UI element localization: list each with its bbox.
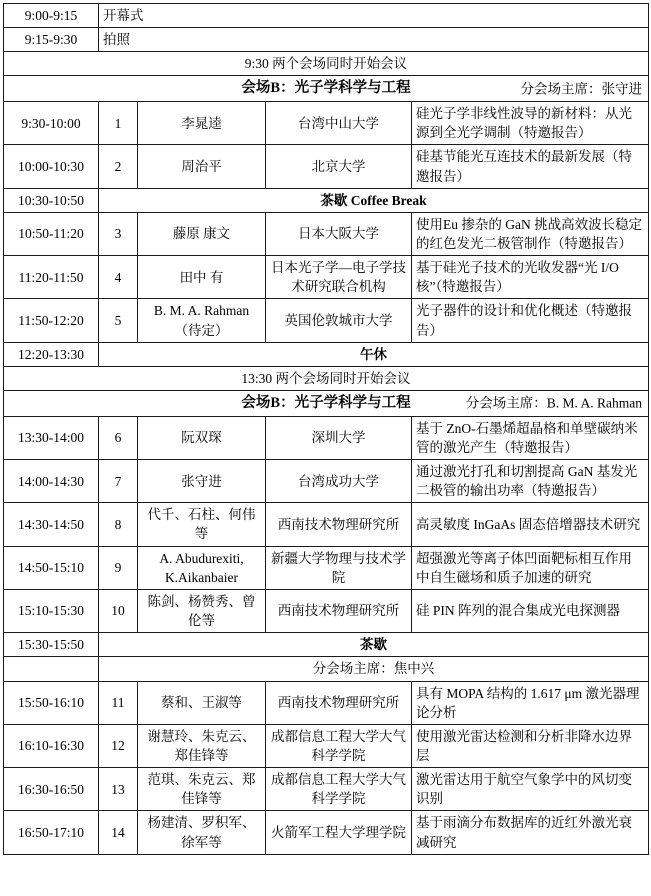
session-chair: 分会场主席：焦中兴: [99, 657, 649, 681]
row-time: 9:00-9:15: [4, 4, 99, 28]
table-row: [4, 811, 649, 854]
talk-title: 硅 PIN 阵列的混合集成光电探测器: [412, 589, 649, 632]
table-row: [4, 299, 649, 342]
talk-title: 硅基节能光互连技术的最新发展（特邀报告）: [412, 145, 649, 188]
talk-title: 使用Eu 掺杂的 GaN 挑战高效波长稳定的红色发光二极管制作（特邀报告）: [412, 212, 649, 255]
table-row: [4, 768, 649, 811]
session-start-note: 9:30 两个会场同时开始会议: [4, 52, 649, 76]
talk-title: 硅光子学非线性波导的新材料：从光源到全光学调制（特邀报告）: [412, 102, 649, 145]
speaker-name: 陈剑、杨赞秀、曾伦等: [138, 589, 266, 632]
speaker-org: 西南技术物理研究所: [266, 589, 412, 632]
speaker-name: 杨建清、罗积军、徐军等: [138, 811, 266, 854]
row-time: [4, 657, 99, 681]
talk-title: 基于雨滴分布数据库的近红外激光衰减研究: [412, 811, 649, 854]
talk-time: 14:00-14:30: [4, 459, 99, 502]
talk-time: 13:30-14:00: [4, 416, 99, 459]
speaker-name: 李晁逵: [138, 102, 266, 145]
row-text: 拍照: [99, 28, 649, 52]
talk-time: 14:30-14:50: [4, 503, 99, 546]
talk-number: 12: [99, 724, 138, 767]
talk-title: 光子器件的设计和优化概述（特邀报告）: [412, 299, 649, 342]
talk-number: 5: [99, 299, 138, 342]
session-chair: 分会场主席：张守进: [520, 81, 642, 97]
speaker-org: 新疆大学物理与技术学院: [266, 546, 412, 589]
talk-number: 11: [99, 681, 138, 724]
table-row: [4, 102, 649, 145]
venue-title: 会场B：光子学科学与工程: [241, 395, 411, 412]
talk-title: 超强激光等离子体凹面靶标相互作用中自生磁场和质子加速的研究: [412, 546, 649, 589]
speaker-org: 火箭军工程大学理学院: [266, 811, 412, 854]
talk-number: 10: [99, 589, 138, 632]
row-text: 开幕式: [99, 4, 649, 28]
speaker-org: 日本大阪大学: [266, 212, 412, 255]
venue-title: 会场B：光子学科学与工程: [241, 80, 411, 97]
talk-title: 具有 MOPA 结构的 1.617 μm 激光器理论分析: [412, 681, 649, 724]
schedule-body: [4, 4, 649, 855]
speaker-org: 成都信息工程大学大气科学学院: [266, 724, 412, 767]
talk-title: 激光雷达用于航空气象学中的风切变识别: [412, 768, 649, 811]
talk-time: 10:00-10:30: [4, 145, 99, 188]
talk-time: 9:30-10:00: [4, 102, 99, 145]
table-row: [4, 188, 649, 212]
table-row: [4, 145, 649, 188]
row-time: 10:30-10:50: [4, 188, 99, 212]
talk-title: 高灵敏度 InGaAs 固态倍增器技术研究: [412, 503, 649, 546]
conference-schedule-table: [3, 3, 649, 855]
speaker-name: 蔡和、王淑等: [138, 681, 266, 724]
talk-title: 基于 ZnO-石墨烯超晶格和单壁碳纳米管的激光产生（特邀报告）: [412, 416, 649, 459]
talk-number: 13: [99, 768, 138, 811]
table-row: [4, 391, 649, 417]
table-row: [4, 724, 649, 767]
talk-number: 1: [99, 102, 138, 145]
speaker-org: 北京大学: [266, 145, 412, 188]
talk-time: 15:50-16:10: [4, 681, 99, 724]
talk-number: 8: [99, 503, 138, 546]
speaker-name: 代千、石柱、何伟等: [138, 503, 266, 546]
talk-time: 16:10-16:30: [4, 724, 99, 767]
speaker-name: 藤原 康文: [138, 212, 266, 255]
speaker-name: 谢慧玲、朱克云、郑佳锋等: [138, 724, 266, 767]
speaker-org: 台湾中山大学: [266, 102, 412, 145]
table-row: [4, 503, 649, 546]
talk-time: 16:50-17:10: [4, 811, 99, 854]
table-row: [4, 657, 649, 681]
talk-time: 16:30-16:50: [4, 768, 99, 811]
table-row: [4, 416, 649, 459]
table-row: [4, 459, 649, 502]
speaker-name: 阮双琛: [138, 416, 266, 459]
talk-number: 9: [99, 546, 138, 589]
table-row: [4, 52, 649, 76]
break-label: 茶歇 Coffee Break: [99, 188, 649, 212]
talk-title: 通过激光打孔和切割提高 GaN 基发光二极管的输出功率（特邀报告）: [412, 459, 649, 502]
speaker-org: 西南技术物理研究所: [266, 503, 412, 546]
speaker-org: 深圳大学: [266, 416, 412, 459]
talk-number: 7: [99, 459, 138, 502]
speaker-name: 范琪、朱克云、郑佳锋等: [138, 768, 266, 811]
break-label: 午休: [99, 342, 649, 366]
row-time: 15:30-15:50: [4, 633, 99, 657]
talk-number: 6: [99, 416, 138, 459]
table-row: [4, 256, 649, 299]
talk-title: 使用激光雷达检测和分析非降水边界层: [412, 724, 649, 767]
talk-time: 14:50-15:10: [4, 546, 99, 589]
row-time: 12:20-13:30: [4, 342, 99, 366]
row-time: 9:15-9:30: [4, 28, 99, 52]
table-row: [4, 76, 649, 102]
talk-time: 15:10-15:30: [4, 589, 99, 632]
talk-time: 10:50-11:20: [4, 212, 99, 255]
talk-number: 3: [99, 212, 138, 255]
speaker-name: 周治平: [138, 145, 266, 188]
table-row: [4, 681, 649, 724]
session-start-note: 13:30 两个会场同时开始会议: [4, 366, 649, 390]
talk-time: 11:20-11:50: [4, 256, 99, 299]
venue-header-cell: [4, 391, 649, 417]
speaker-org: 台湾成功大学: [266, 459, 412, 502]
speaker-name: 田中 有: [138, 256, 266, 299]
speaker-org: 成都信息工程大学大气科学学院: [266, 768, 412, 811]
table-row: [4, 366, 649, 390]
talk-number: 14: [99, 811, 138, 854]
break-label: 茶歇: [99, 633, 649, 657]
venue-header-cell: [4, 76, 649, 102]
speaker-name: B. M. A. Rahman（待定）: [138, 299, 266, 342]
talk-number: 4: [99, 256, 138, 299]
speaker-name: 张守进: [138, 459, 266, 502]
table-row: [4, 589, 649, 632]
speaker-org: 英国伦敦城市大学: [266, 299, 412, 342]
speaker-org: 西南技术物理研究所: [266, 681, 412, 724]
table-row: [4, 4, 649, 28]
speaker-name: A. Abudurexiti, K.Aikanbaier: [138, 546, 266, 589]
table-row: [4, 633, 649, 657]
table-row: [4, 28, 649, 52]
session-chair: 分会场主席：B. M. A. Rahman: [465, 395, 642, 411]
talk-time: 11:50-12:20: [4, 299, 99, 342]
talk-title: 基于硅光子技术的光收发器“光 I/O 核”（特邀报告）: [412, 256, 649, 299]
table-row: [4, 546, 649, 589]
speaker-org: 日本光子学—电子学技术研究联合机构: [266, 256, 412, 299]
talk-number: 2: [99, 145, 138, 188]
table-row: [4, 212, 649, 255]
table-row: [4, 342, 649, 366]
